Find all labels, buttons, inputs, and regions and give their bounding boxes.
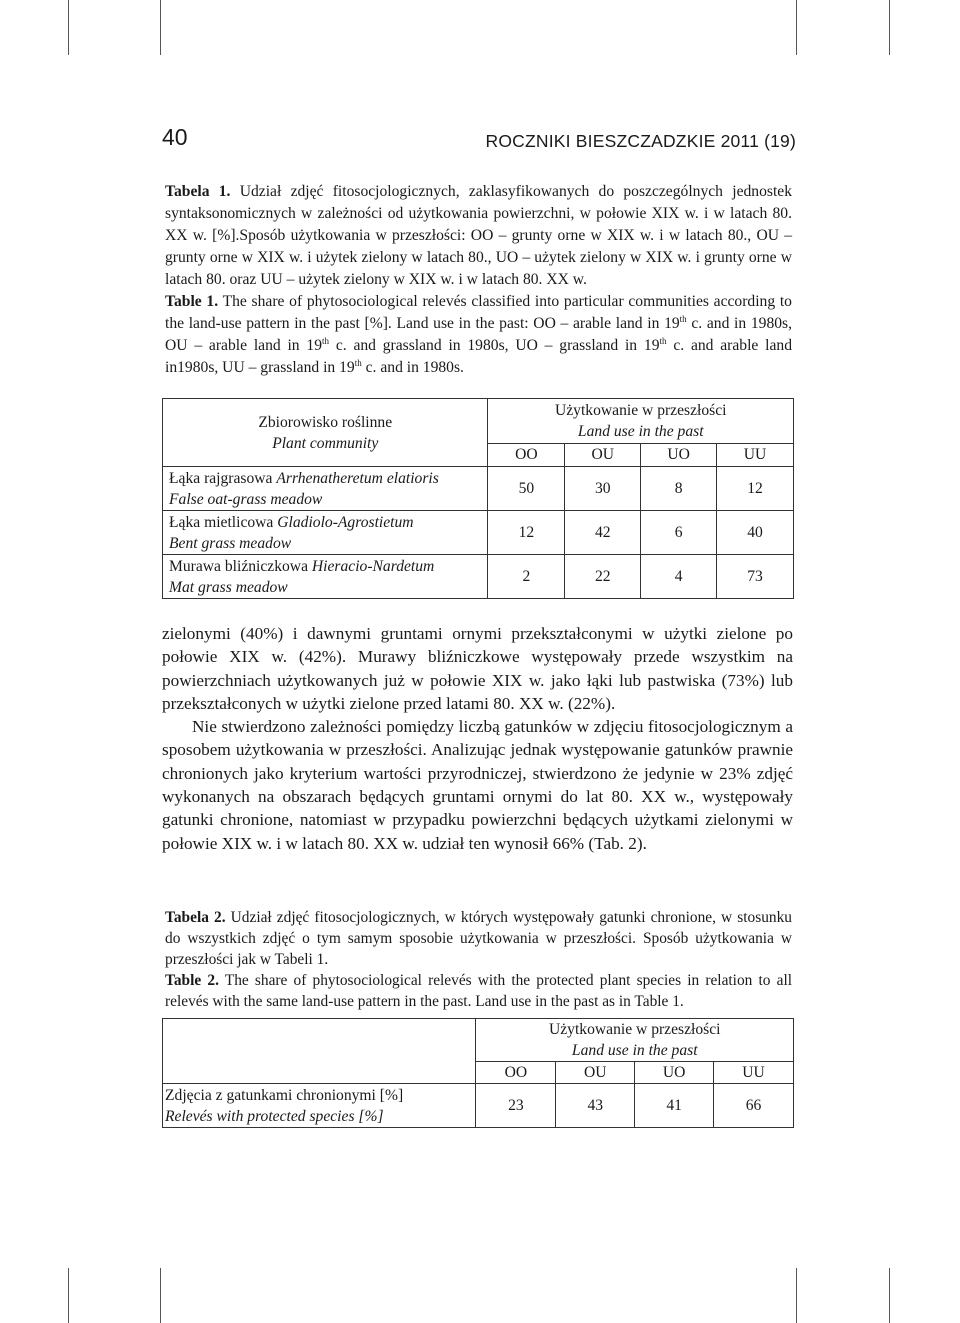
body-text (162, 622, 793, 855)
community-header-en: Plant community (272, 434, 379, 452)
crop-mark (796, 0, 797, 55)
superscript: th (322, 336, 330, 346)
value-cell: 40 (717, 511, 794, 555)
crop-mark (68, 0, 69, 55)
community-cell (163, 555, 488, 599)
value-cell: 73 (717, 555, 794, 599)
land-use-header (476, 1019, 794, 1062)
value-cell: 4 (641, 555, 717, 599)
crop-mark (160, 0, 161, 55)
community-name-en: Bent grass meadow (169, 534, 292, 552)
col-header-ou: OU (565, 444, 641, 467)
crop-mark (796, 1268, 797, 1323)
land-use-header-en: Land use in the past (577, 423, 704, 440)
value-cell: 66 (714, 1084, 794, 1128)
community-name-latin: Gladiolo-Agrostietum (277, 513, 414, 531)
row-label-en: Relevés with protected species [%] (165, 1107, 384, 1125)
community-header (163, 399, 488, 467)
caption-text: c. and in 1980s, OU – arable land in 19 (165, 315, 793, 354)
journal-title: ROCZNIKI BIESZCZADZKIE 2011 (19) (485, 131, 796, 151)
caption-text: c. and in 1980s. (361, 359, 464, 376)
paragraph: zielonymi (40%) i dawnymi gruntami ornymi przekształconymi w użytki zielone po połowie XIX w. (42%). Murawy bliźniczkowe występowały przede wszystkim na powierzchniach użytkowanych już w połowie XIX w. jako łąki lub pastwiska (73%) lub przekształconych w użytki zielone przed latami 80. XX w. (22%). (162, 624, 793, 713)
table-row (163, 1084, 794, 1128)
table2-caption-pl (165, 907, 792, 970)
table1 (162, 398, 794, 599)
value-cell: 22 (565, 555, 641, 599)
col-header-uo: UO (635, 1062, 714, 1084)
community-name-en: False oat-grass meadow (169, 490, 323, 508)
paragraph: Nie stwierdzono zależności pomiędzy liczbą gatunków w zdjęciu fitosocjologicznym a sposobem użytkowania w przeszłości. Analizując jednak występowanie gatunków prawnie chronionych jako kryterium wartości przyrodniczej, stwierdzono że jedynie w 23% zdjęć wykonanych na obszarach będących gruntami ornymi do lat 80. XX w., występowały gatunki chronione, natomiast w przypadku powierzchni będących użytkami zielonymi w połowie XIX w. i w latach 80. XX w. udział ten wynosił 66% (Tab. 2). (162, 717, 793, 853)
superscript: th (354, 358, 362, 368)
superscript: th (679, 314, 687, 324)
row-label-cell (163, 1084, 476, 1128)
caption-text: c. and arable land in1980s, UU – grassland in 19 (165, 337, 792, 376)
value-cell: 50 (488, 467, 565, 511)
empty-header-cell (163, 1019, 476, 1084)
land-use-header-en: Land use in the past (571, 1042, 698, 1059)
table1-caption (165, 181, 792, 379)
community-name-latin: Hieracio-Nardetum (311, 557, 435, 575)
table2-caption-pl-text: Udział zdjęć fitosocjologicznych, w których występowały gatunki chronione, w stosunku do wszystkich zdjęć o tym samym sposobie użytkowania w przeszłości. Sposób użytkowania w przeszłości jak w Tabeli 1. (165, 909, 792, 968)
crop-mark (68, 1268, 69, 1323)
col-header-uu: UU (717, 444, 794, 467)
table2-label-pl: Tabela 2. (165, 909, 226, 926)
value-cell: 6 (641, 511, 717, 555)
col-header-ou: OU (556, 1062, 635, 1084)
community-name-pl: Łąka mietlicowa (169, 513, 278, 531)
col-header-oo: OO (476, 1062, 556, 1084)
value-cell: 12 (717, 467, 794, 511)
caption-text: c. and grassland in 1980s, UO – grassland in 19 (329, 337, 660, 354)
table-row (163, 511, 794, 555)
community-header-pl: Zbiorowisko roślinne (258, 413, 393, 431)
land-use-header (488, 399, 794, 444)
col-header-oo: OO (488, 444, 565, 467)
community-name-pl: Murawa bliźniczkowa (169, 557, 312, 575)
value-cell: 2 (488, 555, 565, 599)
table1-label-en: Table 1. (165, 293, 219, 310)
value-cell: 41 (635, 1084, 714, 1128)
table2-caption (165, 907, 792, 1012)
value-cell: 30 (565, 467, 641, 511)
value-cell: 8 (641, 467, 717, 511)
community-name-en: Mat grass meadow (169, 578, 288, 596)
land-use-header-pl: Użytkowanie w przeszłości (555, 402, 727, 419)
table-row (163, 467, 794, 511)
table2-caption-en-text: The share of phytosociological relevés with the protected plant species in relation to all relevés with the same land-use pattern in the past. Land use in the past as in Table 1. (165, 972, 793, 1010)
table1-label-pl: Tabela 1. (165, 183, 231, 200)
table2-label-en: Table 2. (165, 972, 219, 989)
crop-mark (889, 1268, 890, 1323)
table1-caption-en (165, 291, 792, 379)
page-number: 40 (162, 124, 188, 150)
value-cell: 42 (565, 511, 641, 555)
community-name-pl: Łąka rajgrasowa (169, 469, 277, 487)
caption-text: The share of phytosociological relevés classified into particular communities according to the land-use pattern in the past [%]. Land use in the past: OO – arable land in 19 (165, 293, 792, 332)
row-label-pl: Zdjęcia z gatunkami chronionymi [%] (165, 1086, 404, 1104)
table1-caption-pl-text: Udział zdjęć fitosocjologicznych, zaklasyfikowanych do poszczególnych jednostek syntaksonomicznych w zależności od użytkowania powierzchni, w połowie XIX w. i w latach 80. XX w. [%].Sposób użytkowania w przeszłości: OO – grunty orne w XIX w. i w latach 80., OU – grunty orne w XIX w. i użytek zielony w latach 80., UO – użytek zielony w XIX w. i grunty orne w latach 80. oraz UU – użytek zielony w XIX w. i w latach 80. XX w. (165, 183, 792, 288)
value-cell: 12 (488, 511, 565, 555)
table1-caption-pl (165, 181, 792, 291)
table2-caption-en (165, 970, 792, 1012)
community-cell (163, 467, 488, 511)
table2 (162, 1018, 794, 1128)
value-cell: 43 (556, 1084, 635, 1128)
community-name-latin: Arrhenatheretum elatioris (276, 469, 439, 487)
crop-mark (160, 1268, 161, 1323)
value-cell: 23 (476, 1084, 556, 1128)
land-use-header-pl: Użytkowanie w przeszłości (549, 1021, 721, 1038)
table-row (163, 555, 794, 599)
col-header-uu: UU (714, 1062, 794, 1084)
crop-mark (889, 0, 890, 55)
col-header-uo: UO (641, 444, 717, 467)
superscript: th (659, 336, 667, 346)
community-cell (163, 511, 488, 555)
